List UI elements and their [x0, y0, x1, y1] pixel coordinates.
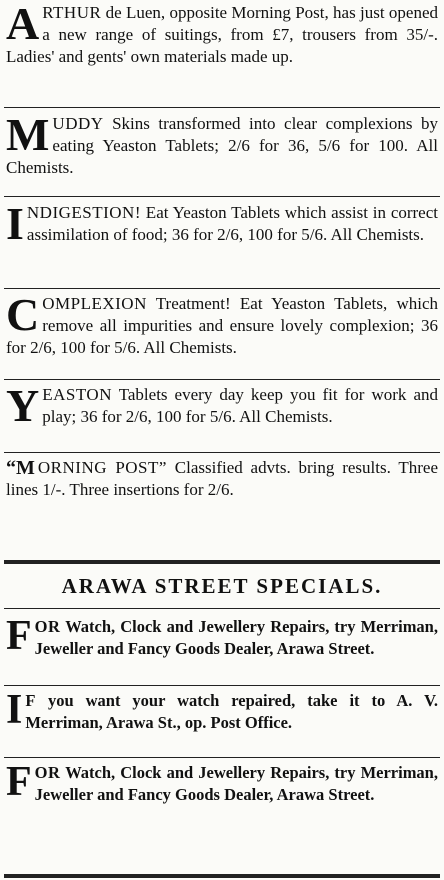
classified-ad-yeaston [6, 380, 438, 431]
drop-cap: F [6, 759, 32, 805]
ad-text: Treatment! Eat Yeaston Tablets, which remove all impurities and ensure lovely complexion; 36 for 2/6, 100 for 5/6. All Chemists. [6, 294, 438, 357]
classified-ad-complexion [6, 289, 438, 359]
ad-text: Eat Yeaston Tablets which assist in correct assimilation of food; 36 for 2/6, 100 for 5/6. All Chemists. [26, 203, 438, 244]
ad-text: you want your watch repaired, take it to A. V. Merriman, Arawa St., op. Post Office. [25, 691, 438, 732]
section-rule-top [4, 560, 440, 564]
divider [4, 452, 440, 453]
drop-cap: I [6, 198, 24, 249]
divider [4, 107, 440, 108]
drop-cap: Y [6, 380, 40, 431]
drop-cap: “M [6, 457, 35, 479]
ad-lead: RTHUR [42, 3, 102, 22]
special-ad-merriman-1 [6, 613, 438, 660]
special-ad-merriman-2 [6, 687, 438, 734]
ad-text: Skins transformed into clear complexions by eating Yeaston Tablets; 2/6 for 36, 5/6 for 100. All Chemists. [6, 114, 438, 177]
classified-ad-muddy [6, 109, 438, 179]
ad-lead: OR [34, 763, 61, 782]
ad-text: Watch, Clock and Jewellery Repairs, try Merriman, Jeweller and Fancy Goods Dealer, Arawa Street. [34, 617, 438, 658]
section-heading: ARAWA STREET SPECIALS. [61, 574, 383, 598]
ad-lead: EASTON [42, 385, 112, 404]
ad-lead: UDDY [52, 114, 104, 133]
divider [4, 379, 440, 380]
section-rule-bottom [4, 608, 440, 609]
ad-lead: OMPLEXION [42, 294, 147, 313]
drop-cap: C [6, 289, 40, 340]
ad-lead: NDIGESTION! [26, 203, 141, 222]
drop-cap: F [6, 613, 32, 659]
divider [4, 196, 440, 197]
divider [4, 757, 440, 758]
classified-ad-arthur [6, 2, 438, 68]
classified-ad-indigestion [6, 198, 438, 249]
ad-lead: F [25, 691, 36, 710]
ad-lead: OR [34, 617, 61, 636]
drop-cap: I [6, 687, 23, 733]
special-ad-merriman-3 [6, 759, 438, 806]
bottom-rule [4, 874, 440, 878]
ad-text: Watch, Clock and Jewellery Repairs, try Merriman, Jeweller and Fancy Goods Dealer, Arawa Street. [34, 763, 438, 804]
ad-text: de Luen, opposite Morning Post, has just opened a new range of suitings, from £7, trousers from 35/-. Ladies' and gents' own materials made up. [6, 3, 438, 66]
ad-text: Tablets every day keep you fit for work and play; 36 for 2/6, 100 for 5/6. All Chemists. [42, 385, 438, 426]
classified-ad-morning-post [6, 457, 438, 501]
drop-cap: M [6, 109, 50, 160]
ad-text: Classified advts. bring results. Three lines 1/-. Three insertions for 2/6. [6, 458, 438, 499]
divider [4, 288, 440, 289]
ad-lead: ORNING POST” [37, 458, 167, 477]
drop-cap: A [6, 0, 40, 49]
divider [4, 685, 440, 686]
